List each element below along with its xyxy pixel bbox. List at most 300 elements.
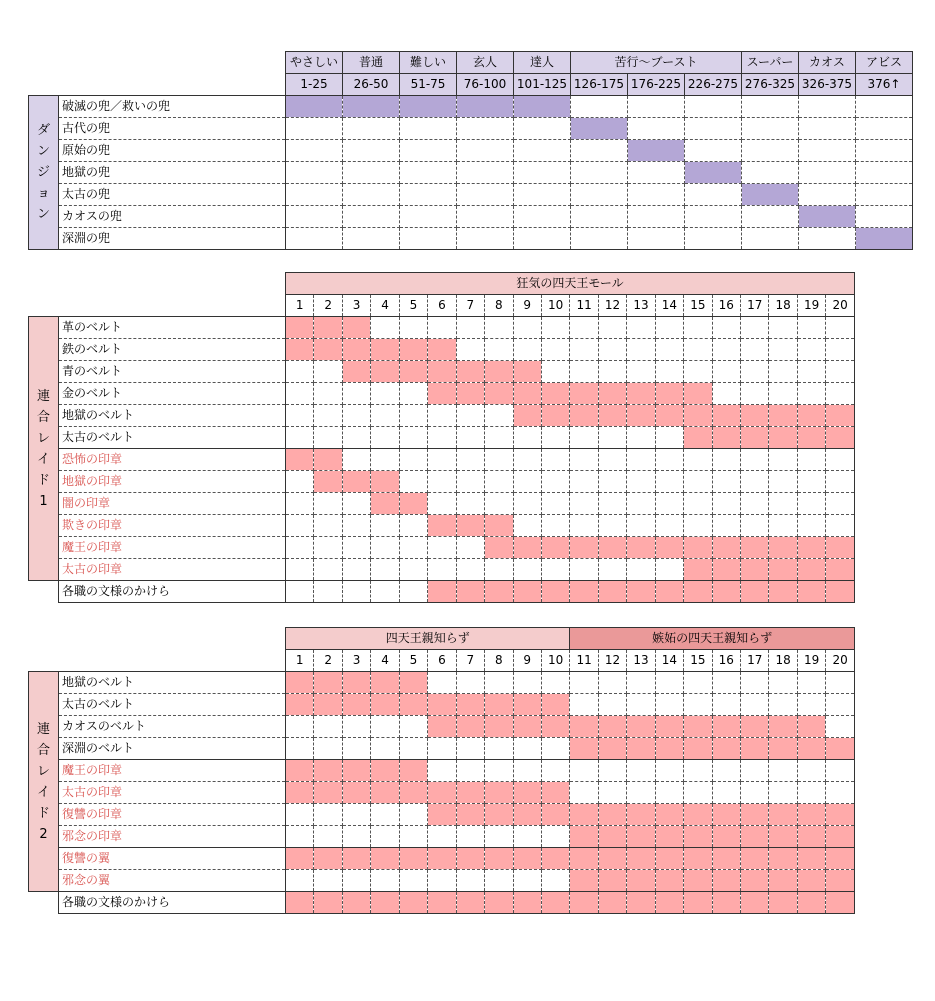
drop-cell-empty <box>712 317 740 339</box>
drop-cell-filled <box>627 716 655 738</box>
drop-cell-empty <box>797 339 825 361</box>
drop-cell-empty <box>797 760 825 782</box>
raid-item-row <box>29 760 855 782</box>
availability-cell-empty <box>400 228 457 250</box>
drop-cell-empty <box>570 471 598 493</box>
drop-cell-filled <box>314 892 342 914</box>
drop-cell-empty <box>797 317 825 339</box>
drop-cell-filled <box>769 581 797 603</box>
raid-level-number: 18 <box>769 650 797 672</box>
drop-cell-empty <box>513 515 541 537</box>
drop-cell-empty <box>399 826 427 848</box>
drop-cell-empty <box>399 427 427 449</box>
availability-cell-empty <box>856 140 913 162</box>
drop-cell-filled <box>570 892 598 914</box>
drop-cell-filled <box>399 782 427 804</box>
drop-cell-filled <box>456 515 484 537</box>
drop-cell-filled <box>286 760 314 782</box>
drop-cell-empty <box>428 449 456 471</box>
availability-cell-empty <box>628 162 685 184</box>
drop-cell-filled <box>712 826 740 848</box>
corner-blank <box>29 650 286 672</box>
drop-cell-empty <box>342 716 370 738</box>
drop-cell-filled <box>456 361 484 383</box>
availability-cell-filled <box>799 206 856 228</box>
drop-cell-filled <box>541 383 569 405</box>
raid-item-row <box>29 383 855 405</box>
availability-cell-empty <box>400 140 457 162</box>
drop-cell-filled <box>684 738 712 760</box>
helmet-row <box>29 162 913 184</box>
drop-cell-filled <box>598 581 626 603</box>
drop-cell-filled <box>314 449 342 471</box>
drop-cell-empty <box>456 339 484 361</box>
drop-cell-filled <box>371 848 399 870</box>
raid-item-row <box>29 339 855 361</box>
drop-cell-empty <box>286 515 314 537</box>
raid-level-number: 14 <box>655 295 683 317</box>
drop-cell-empty <box>456 537 484 559</box>
drop-cell-filled <box>314 760 342 782</box>
level-range-header: 101-125 <box>514 74 571 96</box>
drop-cell-empty <box>627 515 655 537</box>
drop-cell-filled <box>570 716 598 738</box>
drop-cell-filled <box>769 892 797 914</box>
drop-cell-empty <box>627 760 655 782</box>
difficulty-header: カオス <box>799 52 856 74</box>
availability-cell-empty <box>742 162 799 184</box>
drop-cell-empty <box>342 870 370 892</box>
raid-item-name: 太古のベルト <box>59 427 286 449</box>
corner-blank <box>29 273 286 295</box>
drop-cell-filled <box>769 559 797 581</box>
drop-cell-filled <box>684 826 712 848</box>
raid-level-number: 10 <box>541 295 569 317</box>
availability-cell-empty <box>856 206 913 228</box>
drop-cell-filled <box>684 804 712 826</box>
drop-cell-empty <box>627 361 655 383</box>
availability-cell-empty <box>856 96 913 118</box>
drop-cell-filled <box>342 317 370 339</box>
drop-cell-filled <box>741 581 769 603</box>
drop-cell-filled <box>598 405 626 427</box>
drop-cell-empty <box>541 339 569 361</box>
drop-cell-empty <box>456 559 484 581</box>
helmet-row <box>29 118 913 140</box>
drop-cell-empty <box>399 537 427 559</box>
difficulty-header: 玄人 <box>457 52 514 74</box>
drop-cell-filled <box>797 581 825 603</box>
drop-cell-filled <box>314 672 342 694</box>
drop-cell-filled <box>513 848 541 870</box>
drop-cell-empty <box>371 405 399 427</box>
drop-cell-filled <box>627 826 655 848</box>
drop-cell-filled <box>655 892 683 914</box>
drop-cell-filled <box>399 848 427 870</box>
drop-cell-empty <box>371 383 399 405</box>
drop-cell-empty <box>769 449 797 471</box>
raid-item-row <box>29 405 855 427</box>
raid-item-row <box>29 559 855 581</box>
drop-cell-empty <box>286 559 314 581</box>
drop-cell-filled <box>826 738 855 760</box>
drop-cell-filled <box>286 672 314 694</box>
drop-cell-filled <box>598 826 626 848</box>
drop-cell-empty <box>598 694 626 716</box>
drop-cell-empty <box>598 361 626 383</box>
drop-cell-empty <box>826 317 855 339</box>
drop-cell-empty <box>314 515 342 537</box>
availability-cell-empty <box>571 184 628 206</box>
drop-cell-filled <box>456 892 484 914</box>
drop-cell-filled <box>428 383 456 405</box>
raid-level-number: 12 <box>598 295 626 317</box>
drop-cell-filled <box>655 383 683 405</box>
level-range-header: 276-325 <box>742 74 799 96</box>
drop-cell-empty <box>826 383 855 405</box>
availability-cell-empty <box>514 118 571 140</box>
drop-cell-filled <box>684 848 712 870</box>
availability-cell-filled <box>400 96 457 118</box>
drop-cell-empty <box>655 339 683 361</box>
raid-item-row <box>29 826 855 848</box>
raid-item-row <box>29 848 855 870</box>
drop-cell-filled <box>314 848 342 870</box>
raid-level-number: 5 <box>399 295 427 317</box>
drop-cell-empty <box>570 515 598 537</box>
raid-item-row <box>29 804 855 826</box>
drop-cell-filled <box>456 716 484 738</box>
difficulty-header: 難しい <box>400 52 457 74</box>
drop-cell-empty <box>826 760 855 782</box>
drop-cell-filled <box>399 672 427 694</box>
raid-level-number: 2 <box>314 650 342 672</box>
drop-cell-empty <box>826 449 855 471</box>
helmet-row <box>29 140 913 162</box>
drop-cell-filled <box>513 405 541 427</box>
drop-cell-empty <box>570 427 598 449</box>
availability-cell-empty <box>286 162 343 184</box>
drop-cell-filled <box>371 361 399 383</box>
drop-cell-filled <box>712 537 740 559</box>
drop-cell-filled <box>485 581 513 603</box>
drop-cell-filled <box>541 782 569 804</box>
drop-cell-filled <box>741 559 769 581</box>
drop-cell-empty <box>513 738 541 760</box>
availability-cell-empty <box>343 206 400 228</box>
availability-cell-empty <box>286 228 343 250</box>
drop-cell-empty <box>513 317 541 339</box>
availability-cell-empty <box>514 206 571 228</box>
drop-cell-filled <box>598 804 626 826</box>
availability-cell-empty <box>457 228 514 250</box>
drop-cell-empty <box>428 760 456 782</box>
drop-cell-empty <box>655 427 683 449</box>
drop-cell-empty <box>570 672 598 694</box>
drop-cell-filled <box>712 804 740 826</box>
level-range-header: 376↑ <box>856 74 913 96</box>
drop-cell-empty <box>541 559 569 581</box>
drop-cell-empty <box>342 383 370 405</box>
drop-cell-empty <box>314 738 342 760</box>
drop-cell-empty <box>314 559 342 581</box>
availability-cell-filled <box>457 96 514 118</box>
availability-cell-empty <box>742 96 799 118</box>
availability-cell-empty <box>628 118 685 140</box>
drop-cell-empty <box>371 559 399 581</box>
drop-cell-empty <box>598 471 626 493</box>
drop-cell-filled <box>684 405 712 427</box>
drop-cell-empty <box>769 782 797 804</box>
drop-cell-empty <box>286 738 314 760</box>
drop-cell-filled <box>655 738 683 760</box>
drop-cell-empty <box>655 559 683 581</box>
raid-level-number: 6 <box>428 650 456 672</box>
drop-cell-filled <box>371 339 399 361</box>
drop-cell-empty <box>627 449 655 471</box>
drop-cell-filled <box>826 826 855 848</box>
drop-cell-filled <box>826 848 855 870</box>
raid-level-number: 4 <box>371 295 399 317</box>
drop-cell-empty <box>513 339 541 361</box>
drop-cell-empty <box>684 760 712 782</box>
drop-cell-filled <box>627 405 655 427</box>
level-range-header: 226-275 <box>685 74 742 96</box>
drop-cell-empty <box>513 427 541 449</box>
drop-cell-empty <box>598 760 626 782</box>
drop-cell-filled <box>485 537 513 559</box>
raid-item-row <box>29 449 855 471</box>
drop-cell-filled <box>513 782 541 804</box>
availability-cell-empty <box>799 228 856 250</box>
raid1-item-table <box>28 272 855 603</box>
availability-cell-empty <box>400 184 457 206</box>
drop-cell-empty <box>485 317 513 339</box>
drop-cell-filled <box>826 559 855 581</box>
raid-item-row <box>29 716 855 738</box>
availability-cell-empty <box>856 184 913 206</box>
drop-cell-filled <box>513 581 541 603</box>
availability-cell-empty <box>799 184 856 206</box>
drop-cell-empty <box>342 449 370 471</box>
helmet-name: 太古の兜 <box>59 184 286 206</box>
raid-level-number: 1 <box>286 295 314 317</box>
drop-cell-empty <box>485 672 513 694</box>
drop-cell-empty <box>513 449 541 471</box>
raid-level-number: 8 <box>485 650 513 672</box>
drop-cell-empty <box>826 782 855 804</box>
drop-cell-empty <box>399 405 427 427</box>
drop-cell-empty <box>712 383 740 405</box>
helmet-name: カオスの兜 <box>59 206 286 228</box>
drop-cell-empty <box>485 826 513 848</box>
drop-cell-empty <box>769 317 797 339</box>
drop-cell-filled <box>826 804 855 826</box>
drop-cell-empty <box>399 383 427 405</box>
drop-cell-empty <box>513 493 541 515</box>
drop-cell-filled <box>286 892 314 914</box>
drop-cell-empty <box>541 826 569 848</box>
raid-item-name: 復讐の印章 <box>59 804 286 826</box>
drop-cell-empty <box>485 449 513 471</box>
drop-cell-filled <box>541 804 569 826</box>
drop-cell-empty <box>712 339 740 361</box>
drop-cell-filled <box>741 870 769 892</box>
raid2-title-normal: 四天王親知らず <box>286 628 570 650</box>
raid-level-number: 10 <box>541 650 569 672</box>
availability-cell-empty <box>400 118 457 140</box>
drop-cell-empty <box>513 870 541 892</box>
drop-cell-filled <box>314 471 342 493</box>
drop-cell-empty <box>769 694 797 716</box>
raid-item-row <box>29 892 855 914</box>
drop-cell-filled <box>371 471 399 493</box>
drop-cell-empty <box>712 760 740 782</box>
drop-cell-empty <box>286 427 314 449</box>
drop-cell-empty <box>826 471 855 493</box>
helmet-row <box>29 206 913 228</box>
level-range-header: 326-375 <box>799 74 856 96</box>
drop-cell-empty <box>598 782 626 804</box>
raid-level-row <box>29 650 855 672</box>
drop-cell-filled <box>541 716 569 738</box>
drop-cell-filled <box>712 870 740 892</box>
raid-side-label: 連 合 レ イ ド 1 <box>29 317 59 581</box>
drop-cell-empty <box>314 427 342 449</box>
drop-cell-empty <box>684 449 712 471</box>
raid-item-name: 地獄の印章 <box>59 471 286 493</box>
drop-cell-filled <box>797 738 825 760</box>
raid-item-name: 深淵のベルト <box>59 738 286 760</box>
drop-cell-filled <box>627 848 655 870</box>
drop-cell-filled <box>655 537 683 559</box>
drop-cell-empty <box>655 782 683 804</box>
drop-cell-empty <box>598 317 626 339</box>
drop-cell-empty <box>428 405 456 427</box>
raid-item-name: 太古の印章 <box>59 559 286 581</box>
drop-cell-empty <box>570 559 598 581</box>
raid-item-name: 各職の文様のかけら <box>59 581 286 603</box>
drop-cell-empty <box>598 449 626 471</box>
drop-cell-empty <box>428 317 456 339</box>
drop-cell-empty <box>741 672 769 694</box>
drop-cell-empty <box>769 515 797 537</box>
drop-cell-filled <box>598 870 626 892</box>
drop-cell-empty <box>741 449 769 471</box>
raid-item-name: 邪念の翼 <box>59 870 286 892</box>
drop-cell-filled <box>769 427 797 449</box>
drop-cell-empty <box>541 738 569 760</box>
availability-cell-empty <box>742 228 799 250</box>
drop-cell-empty <box>286 493 314 515</box>
drop-cell-empty <box>712 515 740 537</box>
availability-cell-filled <box>514 96 571 118</box>
drop-cell-empty <box>541 493 569 515</box>
helmet-name: 破滅の兜／救いの兜 <box>59 96 286 118</box>
drop-cell-empty <box>797 672 825 694</box>
availability-cell-empty <box>628 184 685 206</box>
drop-cell-filled <box>541 694 569 716</box>
drop-cell-filled <box>655 848 683 870</box>
drop-cell-empty <box>314 493 342 515</box>
drop-cell-empty <box>371 449 399 471</box>
drop-cell-filled <box>428 804 456 826</box>
drop-cell-filled <box>399 339 427 361</box>
drop-cell-empty <box>286 826 314 848</box>
availability-cell-empty <box>799 118 856 140</box>
raid-level-number: 12 <box>598 650 626 672</box>
drop-cell-filled <box>456 782 484 804</box>
helmet-row <box>29 228 913 250</box>
availability-cell-filled <box>685 162 742 184</box>
drop-cell-filled <box>712 738 740 760</box>
raid-level-number: 15 <box>684 295 712 317</box>
availability-cell-empty <box>457 140 514 162</box>
availability-cell-empty <box>286 184 343 206</box>
drop-cell-empty <box>655 515 683 537</box>
drop-cell-filled <box>342 361 370 383</box>
drop-cell-empty <box>399 515 427 537</box>
drop-cell-filled <box>314 339 342 361</box>
raid-level-number: 11 <box>570 295 598 317</box>
raid-level-number: 5 <box>399 650 427 672</box>
raid-item-name: 革のベルト <box>59 317 286 339</box>
drop-cell-filled <box>627 892 655 914</box>
drop-cell-filled <box>570 738 598 760</box>
drop-cell-empty <box>655 317 683 339</box>
drop-cell-filled <box>769 804 797 826</box>
availability-cell-filled <box>856 228 913 250</box>
drop-cell-filled <box>485 892 513 914</box>
drop-cell-empty <box>797 383 825 405</box>
drop-cell-empty <box>570 493 598 515</box>
drop-cell-empty <box>342 405 370 427</box>
drop-cell-empty <box>342 581 370 603</box>
drop-cell-filled <box>797 716 825 738</box>
side-blank <box>29 581 59 603</box>
drop-cell-filled <box>342 471 370 493</box>
difficulty-header: 普通 <box>343 52 400 74</box>
drop-cell-empty <box>655 361 683 383</box>
drop-cell-filled <box>513 892 541 914</box>
drop-cell-empty <box>598 339 626 361</box>
drop-cell-filled <box>485 716 513 738</box>
drop-cell-empty <box>797 694 825 716</box>
drop-cell-filled <box>712 716 740 738</box>
availability-cell-empty <box>685 228 742 250</box>
drop-cell-empty <box>371 870 399 892</box>
drop-cell-filled <box>741 804 769 826</box>
drop-cell-empty <box>371 537 399 559</box>
drop-cell-filled <box>826 870 855 892</box>
drop-cell-filled <box>769 738 797 760</box>
drop-cell-filled <box>684 559 712 581</box>
drop-cell-empty <box>371 826 399 848</box>
drop-cell-filled <box>769 848 797 870</box>
raid-level-row <box>29 295 855 317</box>
availability-cell-empty <box>571 162 628 184</box>
drop-cell-empty <box>598 559 626 581</box>
drop-cell-filled <box>371 493 399 515</box>
drop-cell-filled <box>598 537 626 559</box>
drop-cell-empty <box>684 515 712 537</box>
drop-cell-filled <box>797 405 825 427</box>
drop-cell-empty <box>371 427 399 449</box>
drop-cell-empty <box>826 339 855 361</box>
raid-item-row <box>29 317 855 339</box>
raid-level-number: 14 <box>655 650 683 672</box>
drop-cell-filled <box>598 383 626 405</box>
